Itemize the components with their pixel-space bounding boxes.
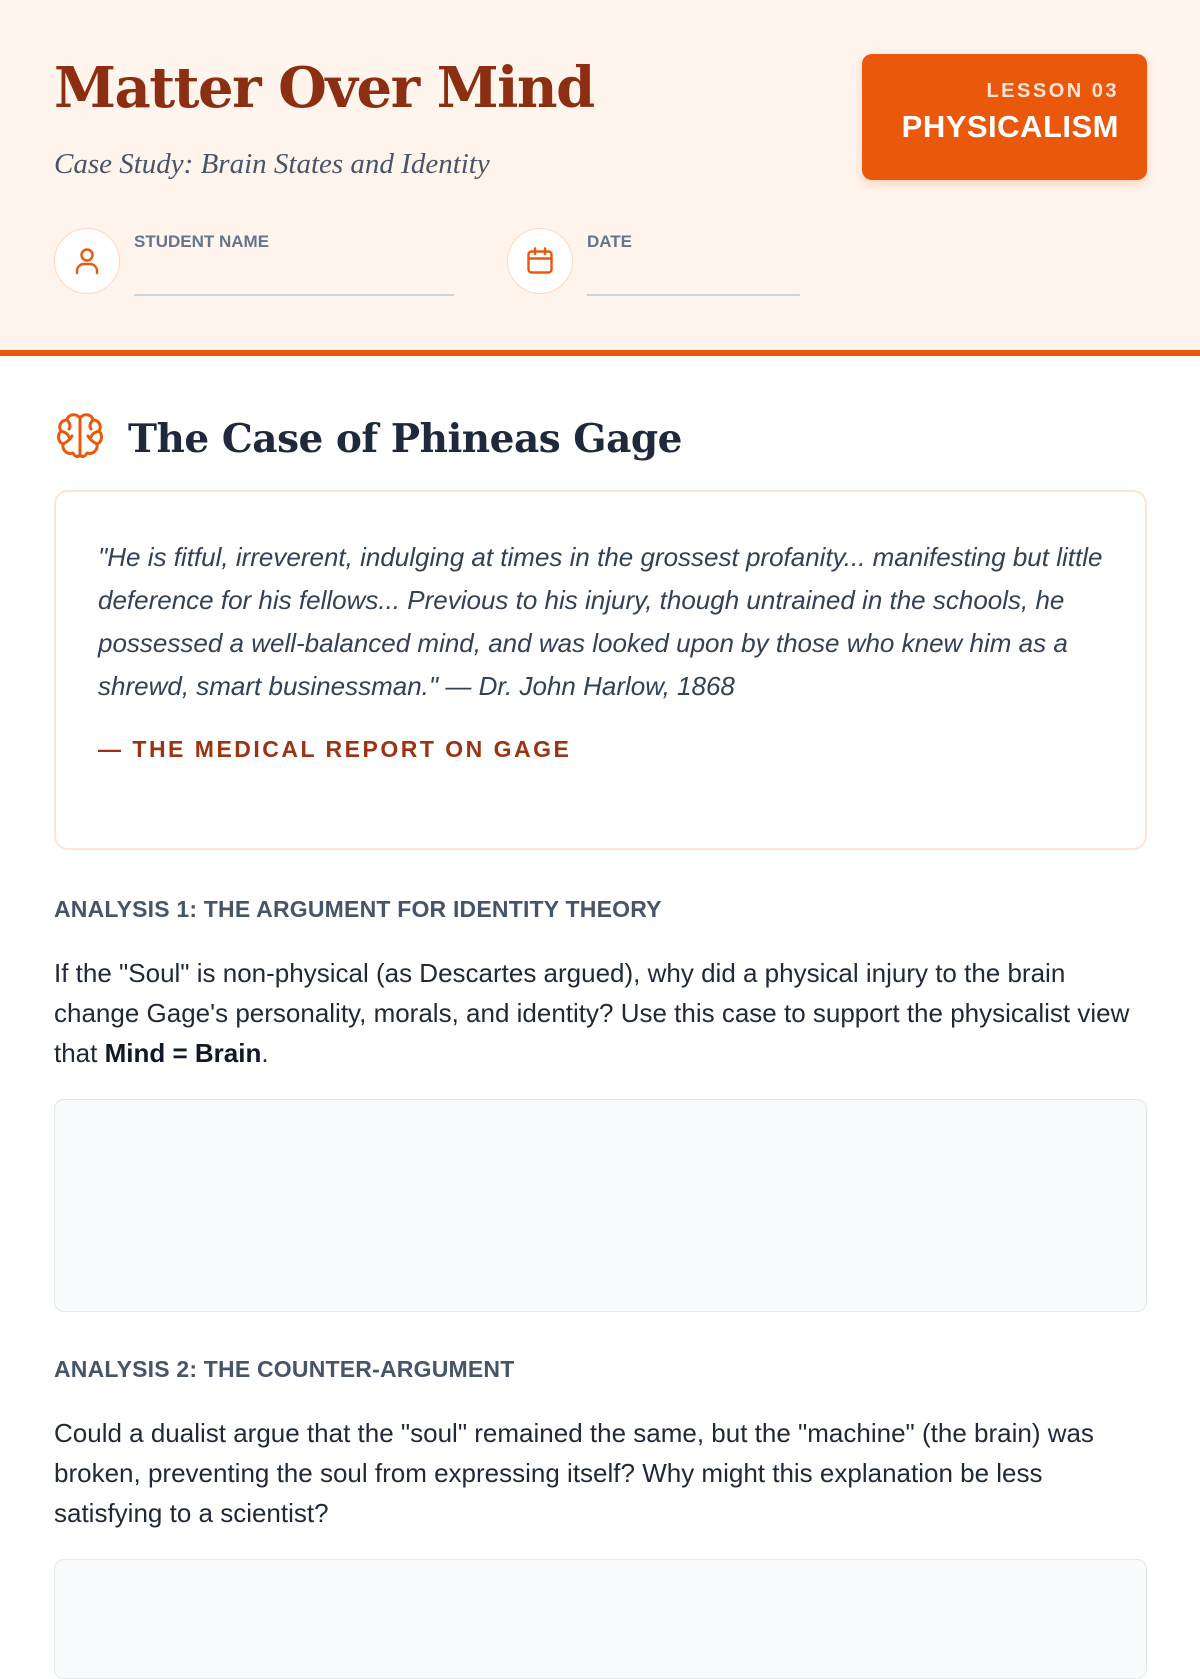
worksheet-header [0, 0, 1200, 356]
analysis-1-question: If the "Soul" is non-physical (as Descartes argued), why did a physical injury to the brain change Gage's personality, morals, and identity? Use this case to support the physicalist view that Mind = Brain. [54, 958, 1130, 1068]
quote-card [54, 490, 1147, 850]
analysis-1-label: ANALYSIS 1: THE ARGUMENT FOR IDENTITY THEORY [54, 896, 662, 922]
brain-icon [54, 410, 106, 467]
date-input-line[interactable] [587, 294, 800, 296]
page-title: Matter Over Mind [54, 55, 594, 121]
user-icon [54, 228, 120, 294]
student-name-input-line[interactable] [134, 294, 454, 296]
analysis-2-question: Could a dualist argue that the "soul" remained the same, but the "machine" (the brain) was broken, preventing the soul from expressing itself? Why might this explanation be less satisfying to a scientist? [54, 1418, 1094, 1528]
page-subtitle: Case Study: Brain States and Identity [54, 148, 490, 180]
lesson-badge [862, 54, 1147, 180]
lesson-number: LESSON 03 [986, 80, 1119, 102]
case-title: The Case of Phineas Gage [128, 415, 682, 462]
analysis-1-emphasis: Mind = Brain [104, 1038, 262, 1068]
student-name-label: STUDENT NAME [134, 232, 270, 251]
case-section-header [54, 410, 682, 467]
analysis-1-answer-box[interactable] [54, 1099, 1147, 1312]
calendar-icon [507, 228, 573, 294]
analysis-2-label: ANALYSIS 2: THE COUNTER-ARGUMENT [54, 1356, 515, 1382]
quote-source: — THE MEDICAL REPORT ON GAGE [98, 736, 572, 762]
date-label: DATE [587, 232, 633, 251]
lesson-topic: PHYSICALISM [901, 109, 1119, 144]
analysis-2-answer-box[interactable] [54, 1559, 1147, 1679]
quote-text: "He is fitful, irreverent, indulging at times in the grossest profanity... manifesting but little deference for his fellows... Previous to his injury, though untrained in the schools, he possessed a well-balanced mind, and was looked upon by those who knew him as a shrewd, smart businessman." — Dr. John Harlow, 1868 [98, 542, 1103, 701]
